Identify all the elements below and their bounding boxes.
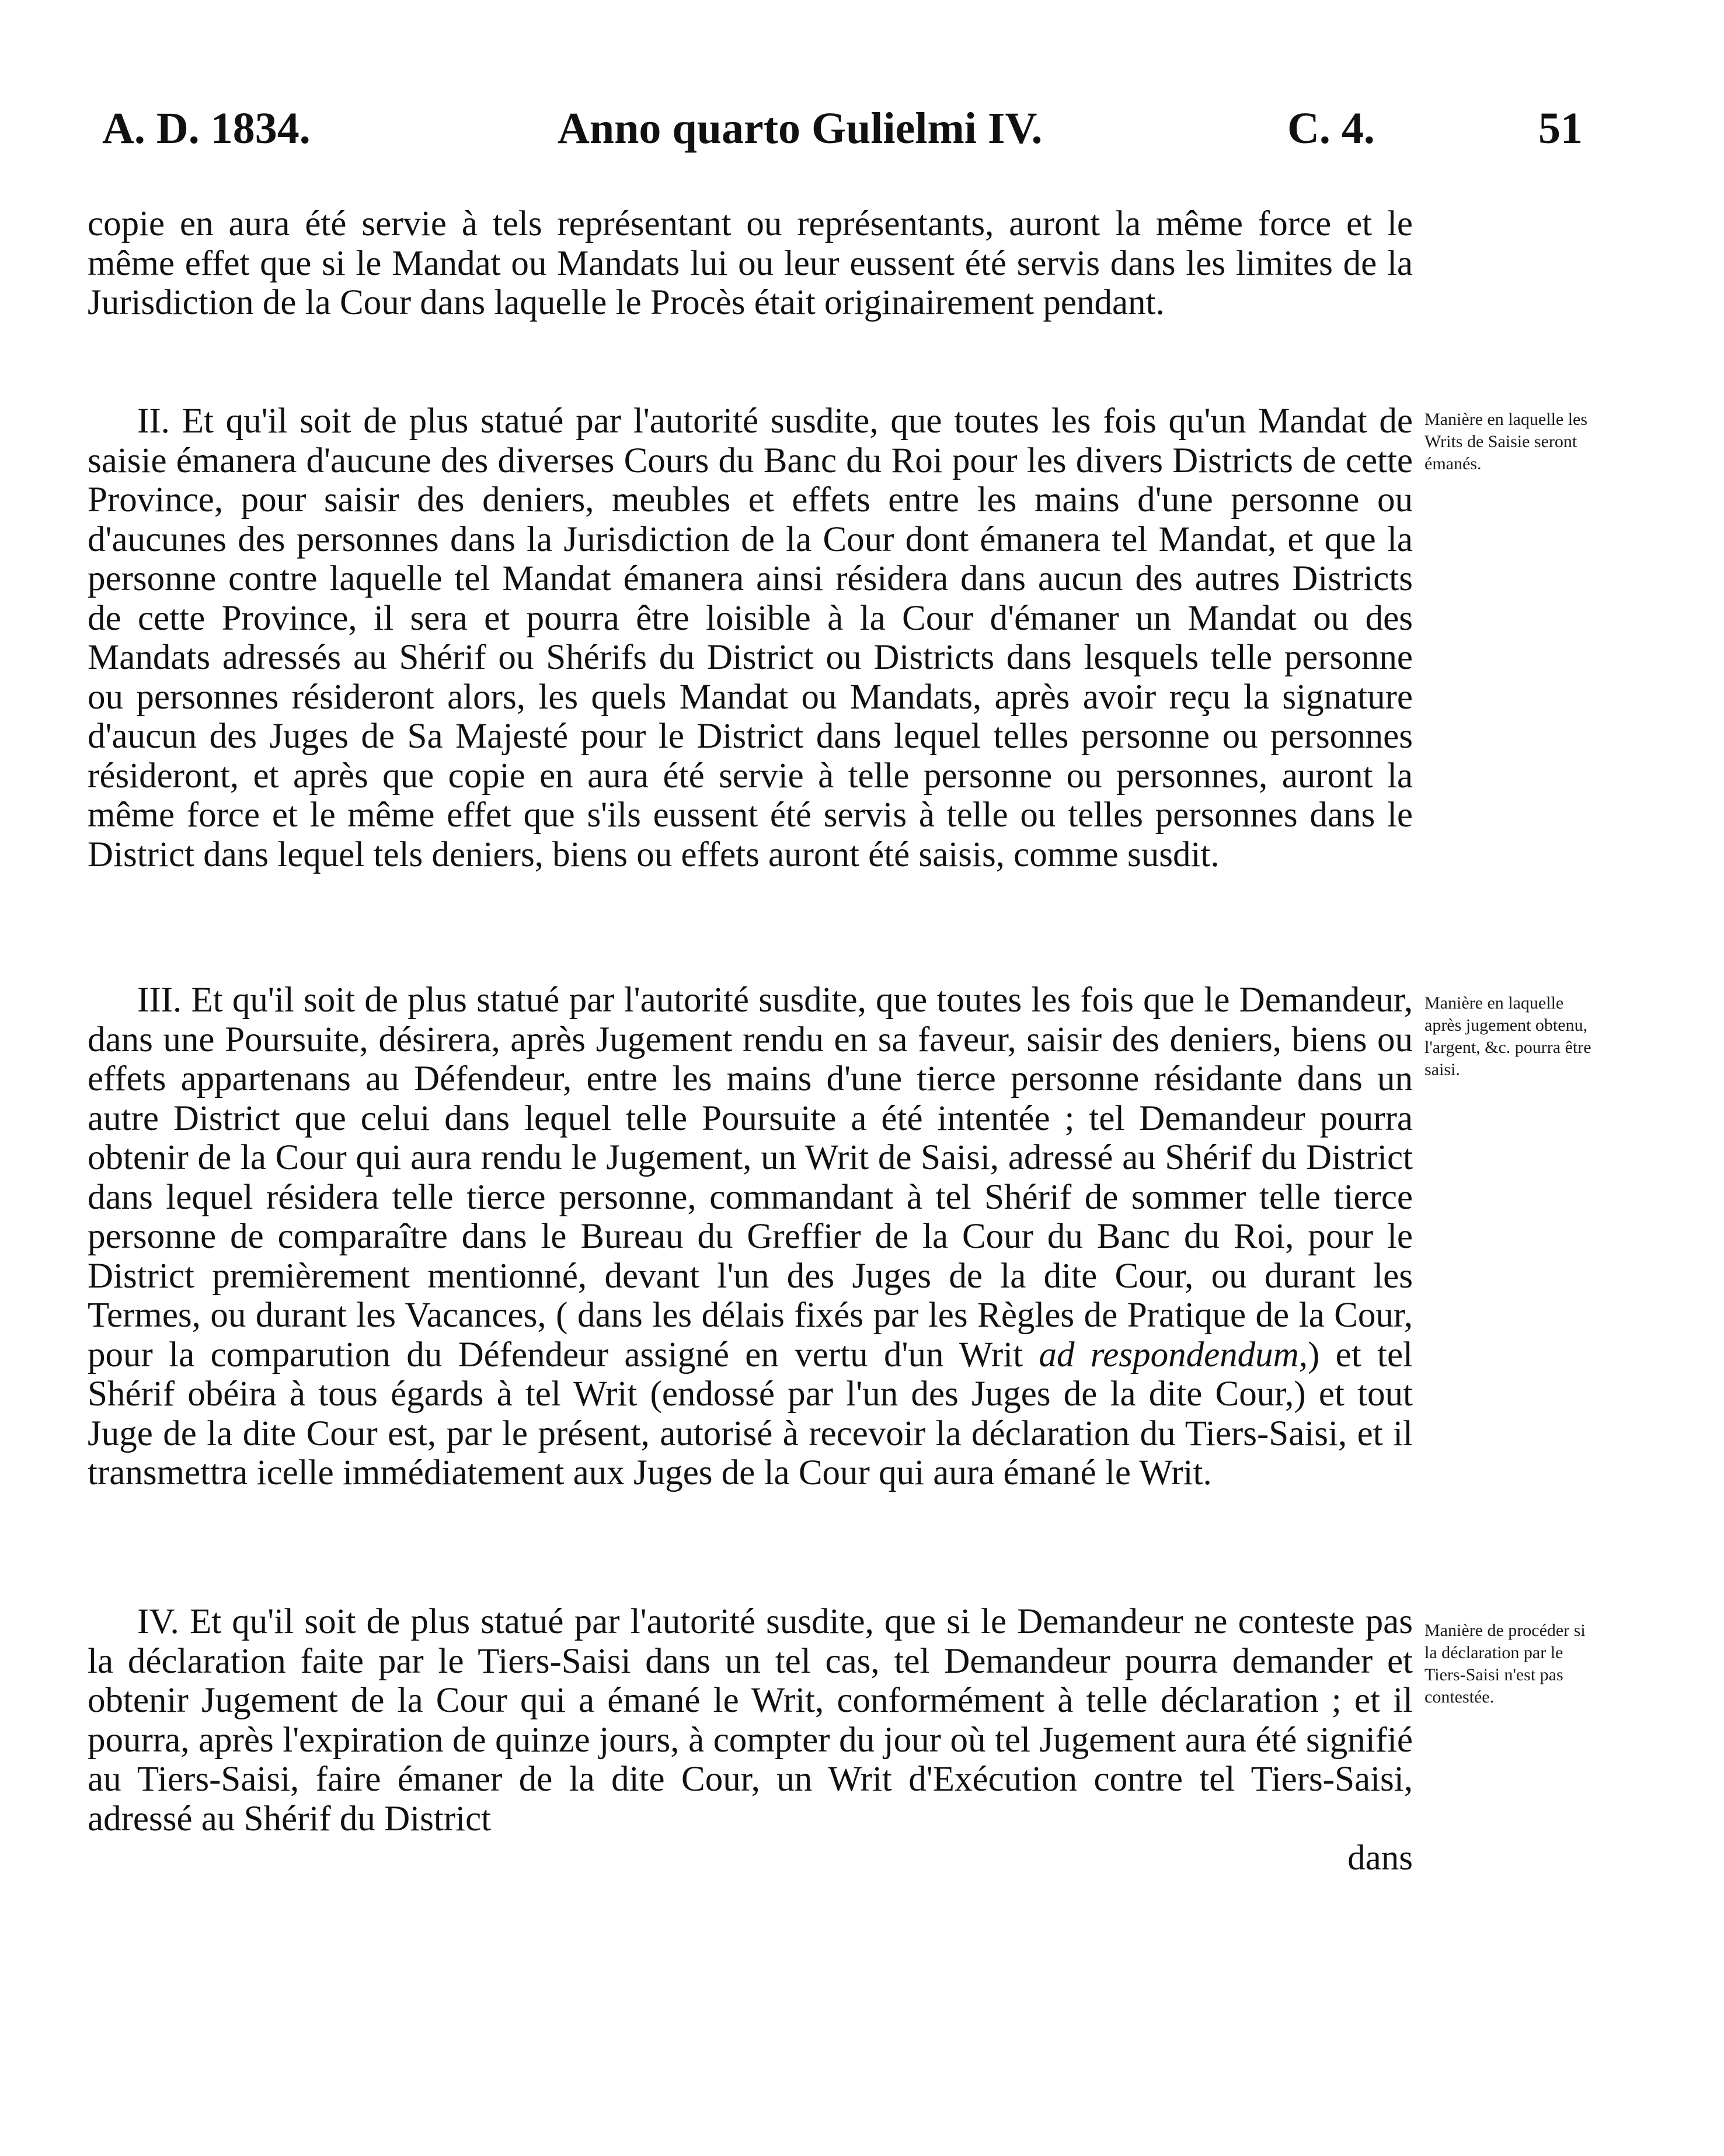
section-3-number: III. [137, 981, 182, 1020]
continuation-paragraph [88, 204, 1413, 323]
section-4 [88, 1602, 1413, 1878]
section-3-italic: ad respondendum, [1039, 1335, 1308, 1374]
section-3-text-b: ) et tel Shérif obéira à tous égards à tel Writ (endossé par l'un des Juges de la dite Cour,) et tout Juge de la dite Cour est, par le présent, autorisé à recevoir la déclaration du Tiers-Saisi, et il transmettra icelle immédiatement aux Juges de la Cour qui aura émané le Writ. [88, 1335, 1413, 1492]
section-2-marginal-note: Manière en laquelle les Writs de Saisie seront émanés. [1425, 410, 1588, 473]
section-3 [88, 981, 1413, 1493]
section-3-marginal-note: Manière en laquelle après jugement obtenu, l'argent, &c. pourra être saisi. [1425, 993, 1591, 1079]
catchword: dans [1347, 1838, 1413, 1878]
section-2-text: Et qu'il soit de plus statué par l'autorité susdite, que toutes les fois qu'un Mandat de saisie émanera d'aucune des diverses Cours du Banc du Roi pour les divers Districts de cette Province, pour saisir des deniers, meubles et effets entre les mains d'une personne ou d'aucunes des personnes dans la Jurisdiction de la Cour dont émanera tel Mandat, et que la personne contre laquelle tel Mandat émanera ainsi résidera dans aucun des autres Districts de cette Province, il sera et pourra être loisible à la Cour d'émaner un Mandat ou des Mandats adressés au Shérif ou Shérifs du District ou Districts dans lesquels telle personne ou personnes résideront alors, les quels Mandat ou Mandats, après avoir reçu la signature d'aucun des Juges de Sa Majesté pour le District dans lequel telles personne ou personnes résideront, et après que copie en aura été servie à telle personne ou personnes, auront la même force et le même effet que s'ils eussent été servis à telle ou telles personnes dans le District dans lequel tels deniers, biens ou effets auront été saisis, comme susdit. [88, 402, 1413, 874]
header-chapter: C. 4. [1287, 104, 1375, 153]
running-header [102, 96, 1597, 161]
header-year: A. D. 1834. [102, 104, 311, 153]
section-3-text-a: Et qu'il soit de plus statué par l'autorité susdite, que toutes les fois que le Demandeur, dans une Poursuite, désirera, après Jugement rendu en sa faveur, saisir des deniers, biens ou effets appartenans au Défendeur, entre les mains d'une tierce personne résidante dans un autre District que celui dans lequel telle Poursuite a été intentée ; tel Demandeur pourra obtenir de la Cour qui aura rendu le Jugement, un Writ de Saisi, adressé au Shérif du District dans lequel résidera telle tierce personne, commandant à tel Shérif de sommer telle tierce personne de comparaître dans le Bureau du Greffier de la Cour du Banc du Roi, pour le District premièrement mentionné, devant l'un des Juges de la dite Cour, ou durant les Termes, ou durant les Vacances, ( dans les délais fixés par les Règles de Pratique de la Cour, pour la comparution du Défendeur assigné en vertu d'un Writ [88, 981, 1413, 1374]
section-4-number: IV. [137, 1602, 179, 1641]
page-number: 51 [1538, 104, 1583, 153]
section-2-paragraph [88, 402, 1413, 874]
section-4-paragraph [88, 1602, 1413, 1838]
section-3-paragraph [88, 981, 1413, 1493]
section-4-text: Et qu'il soit de plus statué par l'autorité susdite, que si le Demandeur ne conteste pas la déclaration faite par le Tiers-Saisi dans un tel cas, tel Demandeur pourra demander et obtenir Jugement de la Cour qui a émané le Writ, conformément à telle déclaration ; et il pourra, après l'expiration de quinze jours, à compter du jour où tel Jugement aura été signifié au Tiers-Saisi, faire émaner de la dite Cour, un Writ d'Exécution contre tel Tiers-Saisi, adressé au Shérif du District [88, 1602, 1413, 1838]
continuation-text: copie en aura été servie à tels représentant ou représentants, auront la même force et le même effet que si le Mandat ou Mandats lui ou leur eussent été servis dans les limites de la Jurisdiction de la Cour dans laquelle le Procès était originairement pendant. [88, 204, 1413, 322]
header-title: Anno quarto Gulielmi IV. [558, 104, 1043, 153]
section-2-number: II. [137, 402, 170, 441]
section-4-marginal-note: Manière de procéder si la déclaration par le Tiers-Saisi n'est pas contestée. [1425, 1621, 1586, 1707]
section-2 [88, 402, 1413, 874]
